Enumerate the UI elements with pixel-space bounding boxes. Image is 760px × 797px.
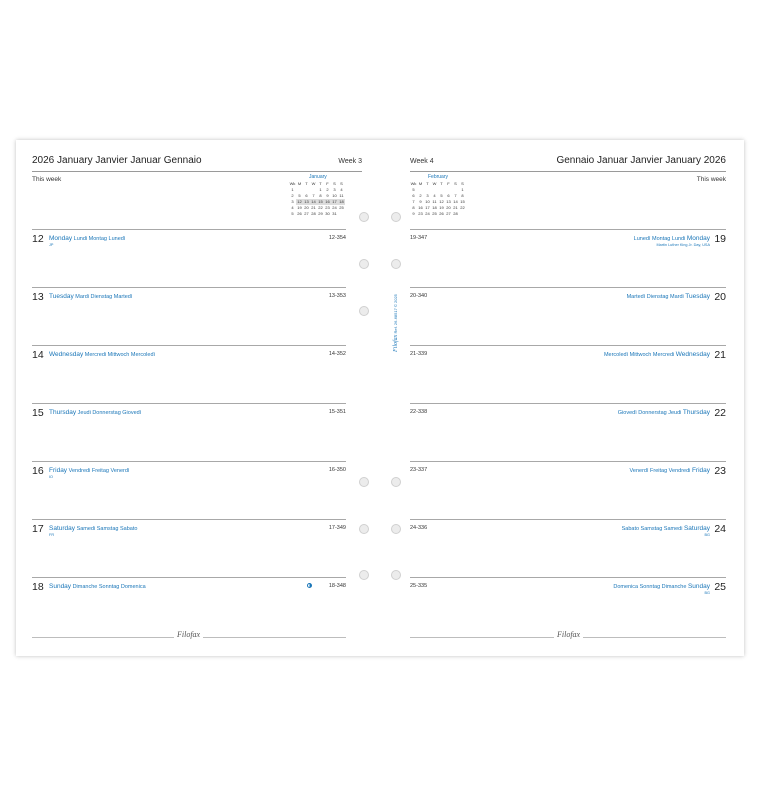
mini-calendar-header: W — [311, 181, 316, 186]
day-of-year-count: 16-350 — [328, 467, 346, 473]
spine-reference: Ref. 26-68517 © 2025 — [393, 294, 398, 334]
punch-hole — [359, 477, 369, 487]
day-number: 14 — [32, 349, 44, 361]
day-rule — [32, 461, 346, 462]
day-number: 21 — [714, 349, 726, 361]
day-rule — [410, 229, 726, 230]
punch-hole — [359, 524, 369, 534]
day-of-year-count: 24-336 — [410, 525, 428, 531]
day-name — [618, 409, 710, 416]
day-name — [630, 467, 710, 474]
mini-calendar-day: 2 — [419, 193, 422, 198]
mini-calendar-day: 6 — [305, 193, 308, 198]
mini-calendar-day: 7 — [454, 193, 457, 198]
mini-calendar-day: 26 — [439, 211, 444, 216]
right-week-number: Week 4 — [410, 158, 434, 165]
right-page-title: Gennaio Januar Janvier January 2026 — [556, 155, 726, 166]
mini-calendar-header: W — [432, 181, 437, 186]
right-page — [380, 140, 744, 656]
day-name — [634, 235, 710, 242]
mini-calendar-header: S — [454, 181, 457, 186]
mini-calendar-header: T — [305, 181, 308, 186]
mini-calendar-header: S — [333, 181, 336, 186]
day-name-english: Thursday — [49, 409, 77, 416]
mini-calendar-week-number: 6 — [412, 193, 415, 198]
day-holiday-note: IO — [49, 475, 54, 479]
mini-calendar-week-number: 2 — [291, 193, 294, 198]
day-name-english: Saturday — [683, 525, 710, 532]
day-name-english: Tuesday — [49, 293, 74, 300]
day-name — [627, 293, 710, 300]
day-rule — [410, 577, 726, 578]
day-name-english: Friday — [49, 467, 68, 474]
day-of-year-count: 19-347 — [410, 235, 428, 241]
left-header-rule — [32, 171, 362, 172]
mini-calendar-day: 27 — [446, 211, 451, 216]
day-number: 19 — [714, 233, 726, 245]
mini-calendar-week-number: 4 — [291, 205, 294, 210]
mini-calendar-day: 20 — [446, 205, 451, 210]
mini-calendar-day: 12 — [439, 199, 444, 204]
mini-calendar-week-number: 7 — [412, 199, 415, 204]
day-holiday-note: FR — [49, 533, 55, 537]
day-name — [49, 351, 155, 358]
mini-calendar-day: 25 — [432, 211, 437, 216]
mini-calendar-day: 21 — [453, 205, 458, 210]
day-name-english: Wednesday — [49, 351, 84, 358]
punch-hole — [391, 524, 401, 534]
mini-calendar-header: F — [447, 181, 450, 186]
punch-hole — [391, 212, 401, 222]
mini-calendar-day: 20 — [304, 205, 309, 210]
day-name-translations: Lunedì Montag Lundi — [633, 236, 686, 242]
punch-hole — [359, 306, 369, 316]
punch-hole — [359, 212, 369, 222]
mini-calendar-week-number: 8 — [412, 205, 415, 210]
left-footer-logo: Filofax — [174, 630, 203, 639]
mini-calendar-header: T — [440, 181, 443, 186]
day-holiday-note: JP — [49, 243, 54, 247]
mini-calendar-day: 28 — [311, 211, 316, 216]
left-page-title: 2026 January Janvier Januar Gennaio — [32, 155, 202, 166]
day-name — [49, 293, 132, 300]
day-number: 15 — [32, 407, 44, 419]
spine-imprint — [393, 294, 399, 352]
mini-calendar-header: F — [326, 181, 329, 186]
mini-calendar-day: 26 — [297, 211, 302, 216]
day-number: 13 — [32, 291, 44, 303]
day-rule — [410, 461, 726, 462]
day-rule — [32, 403, 346, 404]
day-name-english: Wednesday — [675, 351, 710, 358]
day-of-year-count: 21-339 — [410, 351, 428, 357]
mini-calendar-day: 19 — [439, 205, 444, 210]
day-name-translations: Venerdì Freitag Vendredi — [629, 468, 691, 474]
day-name-translations: Martedì Dienstag Mardi — [626, 294, 684, 300]
punch-hole — [391, 259, 401, 269]
day-of-year-count: 25-335 — [410, 583, 428, 589]
mini-calendar-week-number: 1 — [291, 187, 294, 192]
left-page — [16, 140, 380, 656]
day-holiday-note: BG — [704, 591, 710, 595]
day-name-translations: Dimanche Sonntag Domenica — [72, 584, 146, 590]
left-week-number: Week 3 — [338, 158, 362, 165]
day-number: 17 — [32, 523, 44, 535]
mini-calendar-day: 4 — [433, 193, 436, 198]
mini-calendar-day: 4 — [340, 187, 343, 192]
day-name-translations: Lundi Montag Lunedì — [73, 236, 126, 242]
mini-calendar-day: 24 — [425, 211, 430, 216]
mini-calendar-day: 23 — [325, 205, 330, 210]
day-number: 16 — [32, 465, 44, 477]
mini-calendar-header: Wk — [410, 181, 417, 186]
day-rule — [32, 519, 346, 520]
mini-calendar-day: 18 — [432, 205, 437, 210]
day-name-translations: Samedi Samstag Sabato — [76, 526, 138, 532]
right-header-rule — [410, 171, 726, 172]
day-name — [604, 351, 710, 358]
mini-calendar-day: 18 — [339, 199, 344, 204]
mini-calendar-day: 27 — [304, 211, 309, 216]
right-this-week-label: This week — [696, 176, 726, 183]
mini-calendar-day: 24 — [332, 205, 337, 210]
day-rule — [410, 403, 726, 404]
day-holiday-note: BG — [704, 533, 710, 537]
mini-calendar-day: 8 — [461, 193, 464, 198]
mini-calendar-day: 15 — [318, 199, 323, 204]
mini-calendar-day: 5 — [440, 193, 443, 198]
right-footer-logo: Filofax — [554, 630, 583, 639]
mini-calendar-week-number: 9 — [412, 211, 415, 216]
mini-calendar-week-number: 5 — [412, 187, 415, 192]
mini-calendar-day: 16 — [418, 205, 423, 210]
day-name-translations: Domenica Sonntag Dimanche — [613, 584, 687, 590]
day-rule — [32, 229, 346, 230]
day-name-english: Friday — [691, 467, 710, 474]
day-of-year-count: 17-349 — [328, 525, 346, 531]
day-number: 18 — [32, 581, 44, 593]
day-number: 12 — [32, 233, 44, 245]
day-name-english: Thursday — [682, 409, 710, 416]
spine-brand: Filofax — [393, 334, 399, 352]
mini-calendar-header: S — [461, 181, 464, 186]
day-name — [49, 583, 146, 590]
day-of-year-count: 13-353 — [328, 293, 346, 299]
day-name-translations: Sabato Samstag Samedi — [621, 526, 683, 532]
punch-hole — [391, 570, 401, 580]
day-name — [49, 409, 141, 416]
mini-calendar-header: Wk — [289, 181, 296, 186]
punch-hole — [391, 477, 401, 487]
mini-calendar-day: 10 — [332, 193, 337, 198]
day-rule — [32, 345, 346, 346]
mini-calendar-header: T — [426, 181, 429, 186]
day-number: 24 — [714, 523, 726, 535]
day-name-translations: Jeudi Donnerstag Giovedì — [77, 410, 142, 416]
mini-calendar-day: 8 — [319, 193, 322, 198]
day-rule — [410, 345, 726, 346]
mini-calendar-day: 6 — [447, 193, 450, 198]
mini-calendar-day: 1 — [461, 187, 464, 192]
mini-calendar-day: 3 — [426, 193, 429, 198]
mini-calendar-header: T — [319, 181, 322, 186]
day-name — [613, 583, 710, 590]
mini-calendar-week-number: 3 — [291, 199, 294, 204]
day-number: 23 — [714, 465, 726, 477]
mini-calendar-day: 28 — [453, 211, 458, 216]
day-of-year-count: 23-337 — [410, 467, 428, 473]
day-of-year-count: 20-340 — [410, 293, 428, 299]
mini-calendar-day: 11 — [339, 193, 344, 198]
mini-calendar-header: M — [418, 181, 423, 186]
day-name-english: Tuesday — [685, 293, 710, 300]
mini-calendar-day: 11 — [432, 199, 437, 204]
mini-calendar-day: 17 — [332, 199, 337, 204]
mini-calendar-day: 3 — [333, 187, 336, 192]
left-this-week-label: This week — [32, 176, 62, 183]
day-number: 20 — [714, 291, 726, 303]
mini-calendar-day: 30 — [325, 211, 330, 216]
mini-calendar-day: 9 — [326, 193, 329, 198]
mini-calendar-week-number: 5 — [291, 211, 294, 216]
day-name-translations: Mercredi Mittwoch Mercoledì — [84, 352, 156, 358]
mini-calendar-day: 23 — [418, 211, 423, 216]
day-number: 25 — [714, 581, 726, 593]
mini-calendar-january — [289, 174, 347, 218]
punch-hole — [359, 259, 369, 269]
mini-calendar-day: 15 — [460, 199, 465, 204]
diary-spread — [16, 140, 744, 656]
day-name-english: Sunday — [49, 583, 72, 590]
day-of-year-count: 18-348 — [328, 583, 346, 589]
mini-calendar-day — [338, 211, 345, 217]
day-name-english: Monday — [686, 235, 710, 242]
mini-calendar-day: 19 — [297, 205, 302, 210]
day-name — [622, 525, 710, 532]
mini-calendar-day — [459, 211, 466, 217]
mini-calendar-day: 12 — [297, 199, 302, 204]
mini-calendar-header: M — [297, 181, 302, 186]
mini-calendar-day: 16 — [325, 199, 330, 204]
punch-hole — [359, 570, 369, 580]
mini-calendar-day: 29 — [318, 211, 323, 216]
mini-calendar-february — [410, 174, 468, 218]
day-rule — [410, 287, 726, 288]
day-name-english: Monday — [49, 235, 73, 242]
mini-calendar-day: 14 — [311, 199, 316, 204]
mini-calendar-day: 7 — [312, 193, 315, 198]
mini-calendar-day: 13 — [304, 199, 309, 204]
day-number: 22 — [714, 407, 726, 419]
day-name — [49, 235, 125, 242]
day-name-translations: Giovedì Donnerstag Jeudi — [617, 410, 682, 416]
day-of-year-count: 15-351 — [328, 409, 346, 415]
mini-calendar-title: February — [428, 174, 449, 180]
mini-calendar-day: 9 — [419, 199, 422, 204]
mini-calendar-day: 31 — [332, 211, 337, 216]
mini-calendar-day: 5 — [298, 193, 301, 198]
day-name-translations: Mercoledì Mittwoch Mercredi — [603, 352, 675, 358]
mini-calendar-day: 10 — [425, 199, 430, 204]
day-name-english: Sunday — [687, 583, 710, 590]
mini-calendar-day: 22 — [460, 205, 465, 210]
day-name-translations: Mardi Dienstag Martedì — [75, 294, 133, 300]
mini-calendar-day: 14 — [453, 199, 458, 204]
mini-calendar-day: 25 — [339, 205, 344, 210]
day-name-english: Saturday — [49, 525, 76, 532]
day-name — [49, 467, 129, 474]
day-of-year-count: 22-338 — [410, 409, 428, 415]
day-of-year-count: 14-352 — [328, 351, 346, 357]
half-moon-icon — [307, 583, 312, 588]
mini-calendar-day: 1 — [319, 187, 322, 192]
day-name-translations: Vendredi Freitag Venerdì — [68, 468, 130, 474]
day-rule — [32, 577, 346, 578]
day-of-year-count: 12-354 — [328, 235, 346, 241]
mini-calendar-header: S — [340, 181, 343, 186]
mini-calendar-day: 2 — [326, 187, 329, 192]
day-name — [49, 525, 137, 532]
mini-calendar-title: January — [309, 174, 327, 180]
day-holiday-note: Martin Luther King Jr. Day, USA — [656, 243, 710, 247]
mini-calendar-day: 21 — [311, 205, 316, 210]
day-rule — [410, 519, 726, 520]
mini-calendar-day: 17 — [425, 205, 430, 210]
mini-calendar-day: 13 — [446, 199, 451, 204]
mini-calendar-day: 22 — [318, 205, 323, 210]
day-rule — [32, 287, 346, 288]
